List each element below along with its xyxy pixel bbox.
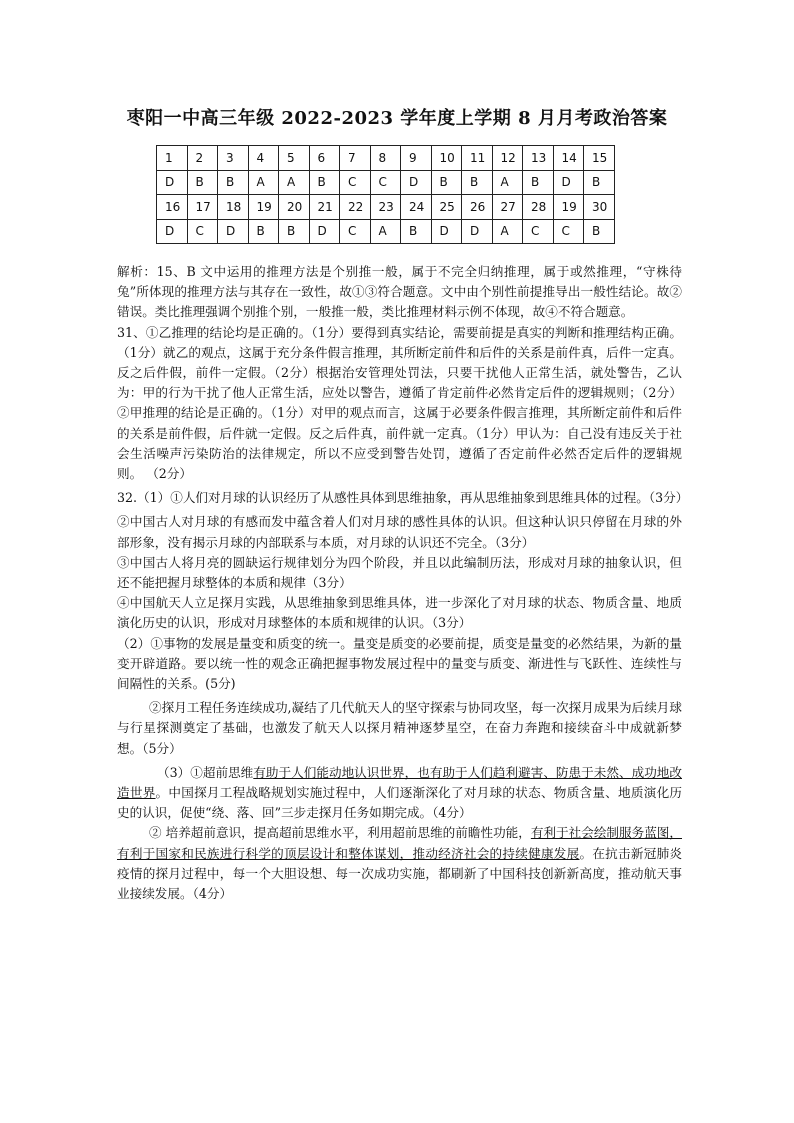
underlined-text: 有利于社会绘制服务蓝图，有利于国家和民族进行科学的顶层设计和整体谋划，推动经济社会的持续健康发展 [117,825,682,861]
answer-cell: A [492,170,523,195]
question-number-cell: 6 [309,146,340,171]
question-number-cell: 1 [157,146,188,171]
answer-cell: C [340,170,371,195]
question-number-cell: 18 [218,195,249,220]
text-segment: ② 培养超前意识，提高超前思维水平，利用超前思维的前瞻性功能， [149,825,531,841]
answer-q31: 31、①乙推理的结论均是正确的。（1分）要得到真实结论，需要前提是真实的判断和推理结构正确。（1分）就乙的观点，这属于充分条件假言推理，其所断定前件和后件的关系是前件真，后件一定真。反之后件假，前件一定假。（2分）根据治安管理处罚法，只要干扰他人正常生活，就处警告，乙认为：甲的行为干扰了他人正常生活，应处以警告，遵循了肯定前件必然肯定后件的逻辑规则；（2分）②甲推理的结论是正确的。（1分）对甲的观点而言，这属于必要条件假言推理，其所断定前件和后件的关系是前件假，后件就一定假。反之后件真，前件就一定真。（1分）甲认为：自己没有违反关于社会生活噪声污染防治的法律规定，所以不应受到警告处罚，遵循了否定前件必然否定后件的逻辑规则。 （2分） [117,324,682,482]
question-number-cell: 23 [370,195,401,220]
answer-cell: B [309,170,340,195]
answer-cell: B [431,170,462,195]
question-number-cell: 19 [553,195,584,220]
question-number-cell: 26 [462,195,493,220]
question-number-row [157,146,615,171]
answer-cell: C [340,219,371,244]
answer-q32-1-point3: ③中国古人将月亮的圆缺运行规律划分为四个阶段，并且以此编制历法，形成对月球的抽象认识，但还不能把握月球整体的本质和规律（3分） [117,554,682,591]
question-number-cell: 5 [279,146,310,171]
question-number-cell: 17 [187,195,218,220]
answer-cell: C [370,170,401,195]
answer-row [157,170,615,195]
question-number-cell: 16 [157,195,188,220]
answer-cell: B [523,170,554,195]
text-segment: 。中国探月工程战略规划实施过程中，人们逐渐深化了对月球的状态、物质含量、地质演化历史的认识，促使“绕、落、回”三步走探月任务如期完成。（4分） [117,785,683,821]
answer-cell: D [431,219,462,244]
answer-cell: D [309,219,340,244]
question-number-cell: 13 [523,146,554,171]
answer-q32-1-point2: ②中国古人对月球的有感而发中蕴含着人们对月球的感性具体的认识。但这种认识只停留在月球的外部形象，没有揭示月球的内部联系与本质，对月球的认识还不完全。（3分） [117,514,682,550]
answer-q32-1-point4: ④中国航天人立足探月实践，从思维抽象到思维具体，进一步深化了对月球的状态、物质含量、地质演化历史的认识，形成对月球整体的本质和规律的认识。（3分） [117,595,682,631]
question-number-cell: 15 [584,146,615,171]
answer-cell: B [462,170,493,195]
answer-cell: B [187,170,218,195]
answer-q32-2-point1: （2）①事物的发展是量变和质变的统一。量变是质变的必要前提，质变是量变的必然结果，为新的量变开辟道路。要以统一性的观念正确把握事物发展过程中的量变与质变、渐进性与飞跃性、连续性与间隔性的关系。(5分) [117,635,682,692]
answer-cell: C [187,219,218,244]
answer-cell: D [218,219,249,244]
question-number-cell: 25 [431,195,462,220]
answer-row [157,219,615,244]
question-number-cell: 24 [401,195,432,220]
question-number-cell: 22 [340,195,371,220]
answer-cell: C [553,219,584,244]
answer-cell: D [553,170,584,195]
answer-cell: B [279,219,310,244]
answer-q32-1-point1: 32.（1）①人们对月球的认识经历了从感性具体到思维抽象，再从思维抽象到思维具体的过程。（3分） [117,490,689,506]
question-number-cell: 12 [492,146,523,171]
question-number-cell: 3 [218,146,249,171]
answer-table [156,145,615,244]
page-title: 枣阳一中高三年级 2022-2023 学年度上学期 8 月月考政治答案 [126,108,668,129]
underlined-text: 有助于人们能动地认识世界，也有助于人们趋利避害、防患于未然、成功地改造世界 [117,764,682,801]
answer-q32-3-point2 [117,823,682,904]
analysis-q15: 解析：15、B 文中运用的推理方法是个别推一般，属于不完全归纳推理，属于或然推理，“守株待兔”所体现的推理方法与其存在一致性，故①③符合题意。文中由个别性前提推导出一般性结论。故②错误。类比推理强调个别推个别，一般推一般，类比推理材料示例不体现，故④不符合题意。 [117,264,682,320]
answer-cell: A [492,219,523,244]
question-number-cell: 2 [187,146,218,171]
answer-cell: A [279,170,310,195]
question-number-cell: 28 [523,195,554,220]
answer-cell: D [157,170,188,195]
question-number-cell: 4 [248,146,279,171]
question-number-cell: 14 [553,146,584,171]
question-number-cell: 21 [309,195,340,220]
answer-cell: B [248,219,279,244]
question-number-cell: 7 [340,146,371,171]
answer-cell: A [370,219,401,244]
text-segment: （3）①超前思维 [157,764,254,780]
answer-cell: B [584,170,615,195]
answer-cell: C [523,219,554,244]
question-number-cell: 9 [401,146,432,171]
question-number-cell: 27 [492,195,523,220]
answer-body-text [117,262,689,904]
answer-cell: A [248,170,279,195]
answer-cell: B [218,170,249,195]
question-number-cell: 19 [248,195,279,220]
text-segment: 。在抗击新冠肺炎疫情的探月过程中，每一个大胆设想、每一次成功实施，都刷新了中国科技创新新高度，推动航天事业接续发展。（4分） [117,845,683,902]
answer-cell: B [401,219,432,244]
answer-cell: B [584,219,615,244]
question-number-cell: 11 [462,146,493,171]
question-number-cell: 30 [584,195,615,220]
answer-cell: D [462,219,493,244]
answer-cell: D [157,219,188,244]
answer-q32-3-point1 [117,763,682,824]
question-number-cell: 10 [431,146,462,171]
answer-cell: D [401,170,432,195]
question-number-cell: 20 [279,195,310,220]
question-number-cell: 8 [370,146,401,171]
question-number-row [157,195,615,220]
answer-q32-2-point2: ②探月工程任务连续成功,凝结了几代航天人的坚守探索与协同攻坚，每一次探月成果为后续月球与行星探测奠定了基础，也激发了航天人以探月精神逐梦星空，在奋力奔跑和接续奋斗中成就新梦想。（5分） [117,700,682,756]
